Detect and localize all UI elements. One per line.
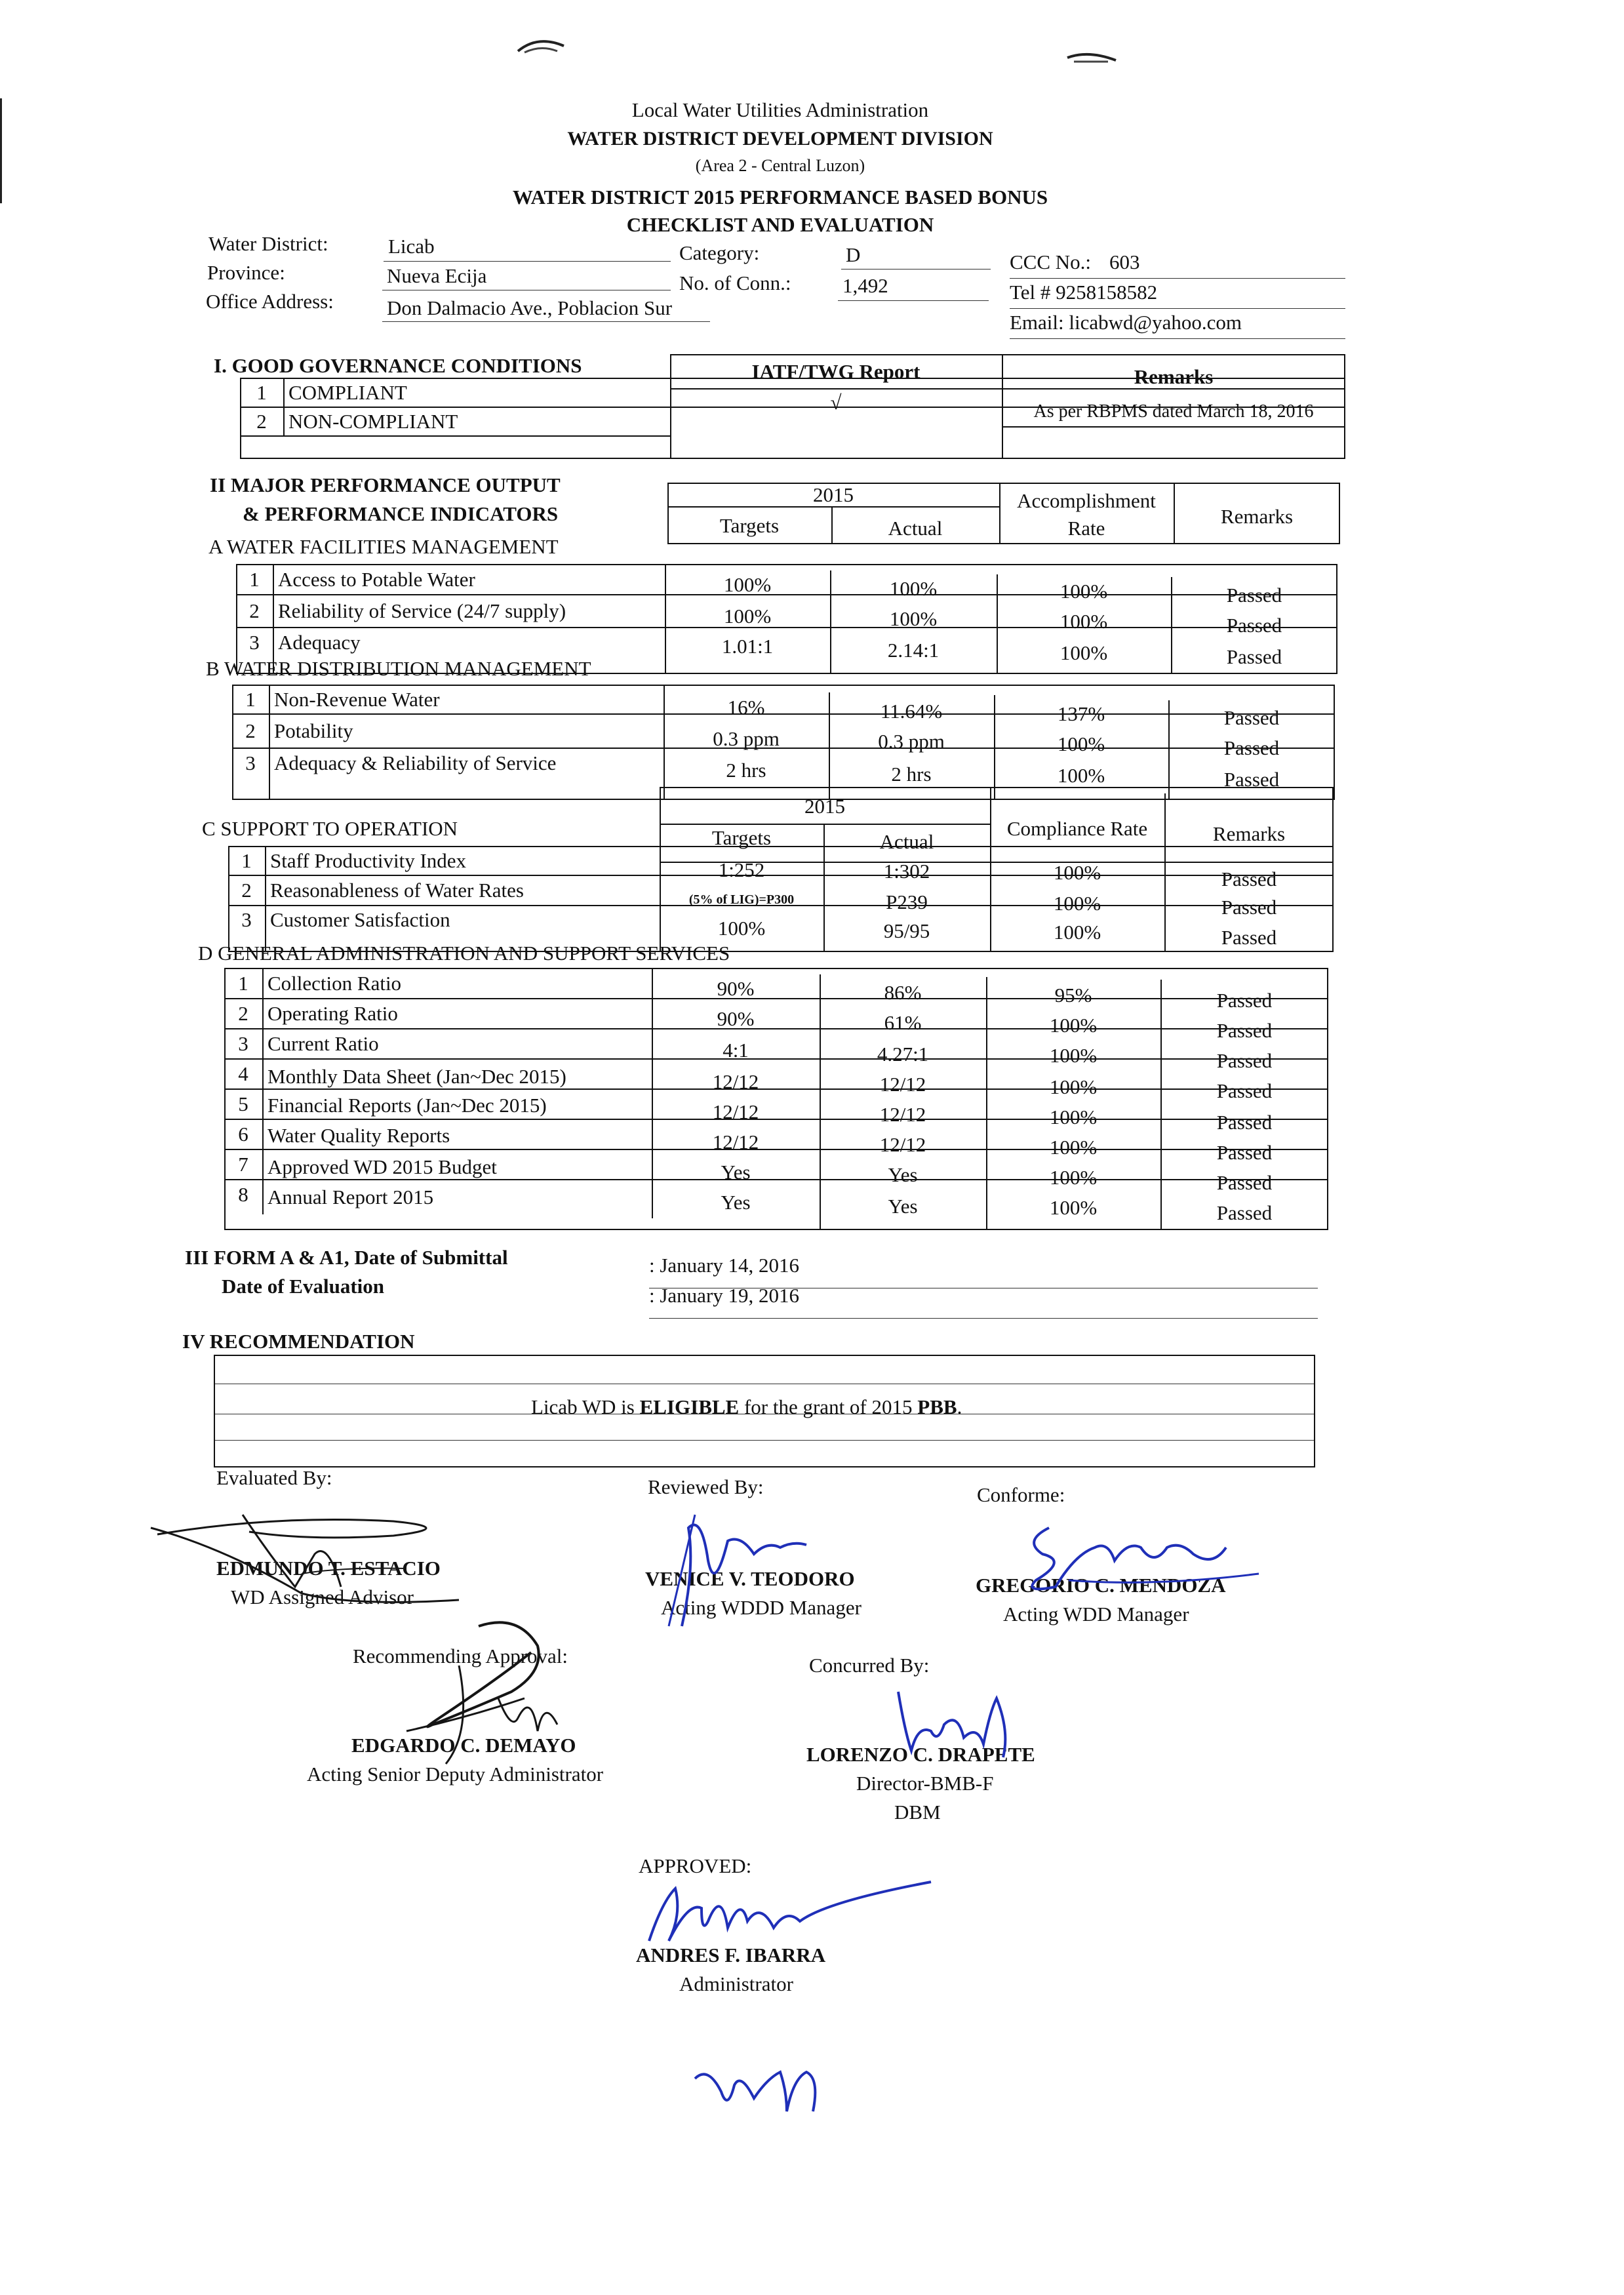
concurred-title2: DBM xyxy=(894,1801,941,1824)
section2-title-a: II MAJOR PERFORMANCE OUTPUT xyxy=(210,473,561,496)
office-address-value: Don Dalmacio Ave., Poblacion Sur xyxy=(387,296,673,319)
recommending-name: EDGARDO C. DEMAYO xyxy=(351,1734,576,1757)
category-label: Category: xyxy=(679,241,760,264)
section-c-col-remarks: Remarks xyxy=(1212,822,1286,845)
header-title: WATER DISTRICT 2015 PERFORMANCE BASED BONUS xyxy=(512,186,1048,209)
conforme-name: GREGORIO C. MENDOZA xyxy=(976,1574,1226,1597)
header-division: WATER DISTRICT DEVELOPMENT DIVISION xyxy=(567,128,993,150)
evaluated-title: WD Assigned Advisor xyxy=(231,1586,414,1608)
section4-title: IV RECOMMENDATION xyxy=(182,1330,415,1353)
punch-hole-left xyxy=(511,31,570,58)
section-c-col-rate: Compliance Rate xyxy=(1006,817,1148,840)
water-district-value: Licab xyxy=(388,235,435,258)
ccc-value: 603 xyxy=(1109,250,1140,273)
signature-mendoza xyxy=(997,1502,1272,1606)
section-c-col-actual: Actual xyxy=(879,830,934,853)
province-value: Nueva Ecija xyxy=(387,264,487,287)
signature-initials xyxy=(688,2052,846,2125)
signature-drapete xyxy=(879,1672,1036,1770)
evaluated-name: EDMUNDO T. ESTACIO xyxy=(216,1557,441,1580)
evaluated-by-label: Evaluated By: xyxy=(216,1466,332,1489)
section-b-title: B WATER DISTRIBUTION MANAGEMENT xyxy=(206,657,591,680)
recommendation-text: Licab WD is ELIGIBLE for the grant of 2015 PBB. xyxy=(531,1395,962,1418)
conn-label: No. of Conn.: xyxy=(679,271,791,294)
header-subtitle: CHECKLIST AND EVALUATION xyxy=(626,213,934,236)
date-of-submittal: : January 14, 2016 xyxy=(649,1254,800,1277)
concurred-name: LORENZO C. DRAPETE xyxy=(806,1743,1035,1766)
header-area: (Area 2 - Central Luzon) xyxy=(695,156,865,175)
conforme-title: Acting WDD Manager xyxy=(1003,1603,1189,1626)
section-a-title: A WATER FACILITIES MANAGEMENT xyxy=(208,535,559,558)
section3-eval-label: Date of Evaluation xyxy=(222,1275,384,1298)
water-district-label: Water District: xyxy=(208,232,328,255)
section3-title: III FORM A & A1, Date of Submittal xyxy=(185,1246,508,1269)
category-value: D xyxy=(846,243,861,266)
section2-year: 2015 xyxy=(813,483,854,506)
section2-col-rate-b: Rate xyxy=(1067,517,1105,540)
section-c-col-targets: Targets xyxy=(711,826,772,849)
email-value: Email: licabwd@yahoo.com xyxy=(1010,311,1242,334)
section2-col-actual: Actual xyxy=(888,517,943,540)
concurred-title1: Director-BMB-F xyxy=(856,1772,994,1795)
recommending-label: Recommending Approval: xyxy=(353,1645,568,1667)
punch-hole-right xyxy=(1062,43,1121,70)
section1-title: I. GOOD GOVERNANCE CONDITIONS xyxy=(214,354,582,377)
section-c-year: 2015 xyxy=(804,795,845,818)
reviewed-by-label: Reviewed By: xyxy=(648,1475,764,1498)
signature-estacio xyxy=(144,1495,485,1613)
province-label: Province: xyxy=(207,261,285,284)
section1-col-report: IATF/TWG Report xyxy=(751,360,921,383)
concurred-label: Concurred By: xyxy=(809,1654,930,1677)
approved-title: Administrator xyxy=(679,1972,793,1995)
approved-name: ANDRES F. IBARRA xyxy=(636,1944,826,1966)
section2-col-targets: Targets xyxy=(719,514,780,537)
reviewed-title: Acting WDDD Manager xyxy=(661,1596,862,1619)
tel-value: Tel # 9258158582 xyxy=(1010,281,1158,304)
section-c-title: C SUPPORT TO OPERATION xyxy=(202,817,458,840)
signature-teodoro xyxy=(643,1502,839,1633)
recommending-title: Acting Senior Deputy Administrator xyxy=(307,1763,604,1786)
date-of-evaluation: : January 19, 2016 xyxy=(649,1284,800,1307)
signature-ibarra xyxy=(629,1862,944,1954)
approved-label: APPROVED: xyxy=(639,1854,752,1877)
section-d-title: D GENERAL ADMINISTRATION AND SUPPORT SERVICES xyxy=(198,942,730,965)
section2-col-rate-a: Accomplishment xyxy=(1017,489,1156,512)
office-address-label: Office Address: xyxy=(206,290,334,313)
conn-value: 1,492 xyxy=(842,274,888,297)
conforme-label: Conforme: xyxy=(977,1483,1065,1506)
reviewed-name: VENICE V. TEODORO xyxy=(645,1567,855,1590)
section2-col-remarks: Remarks xyxy=(1220,505,1294,528)
section1-col-remarks: Remarks xyxy=(1134,365,1214,388)
header-agency: Local Water Utilities Administration xyxy=(631,98,929,121)
section2-title-b: & PERFORMANCE INDICATORS xyxy=(243,502,559,525)
signature-demayo xyxy=(367,1600,577,1770)
ccc-label: CCC No.: xyxy=(1010,250,1092,273)
